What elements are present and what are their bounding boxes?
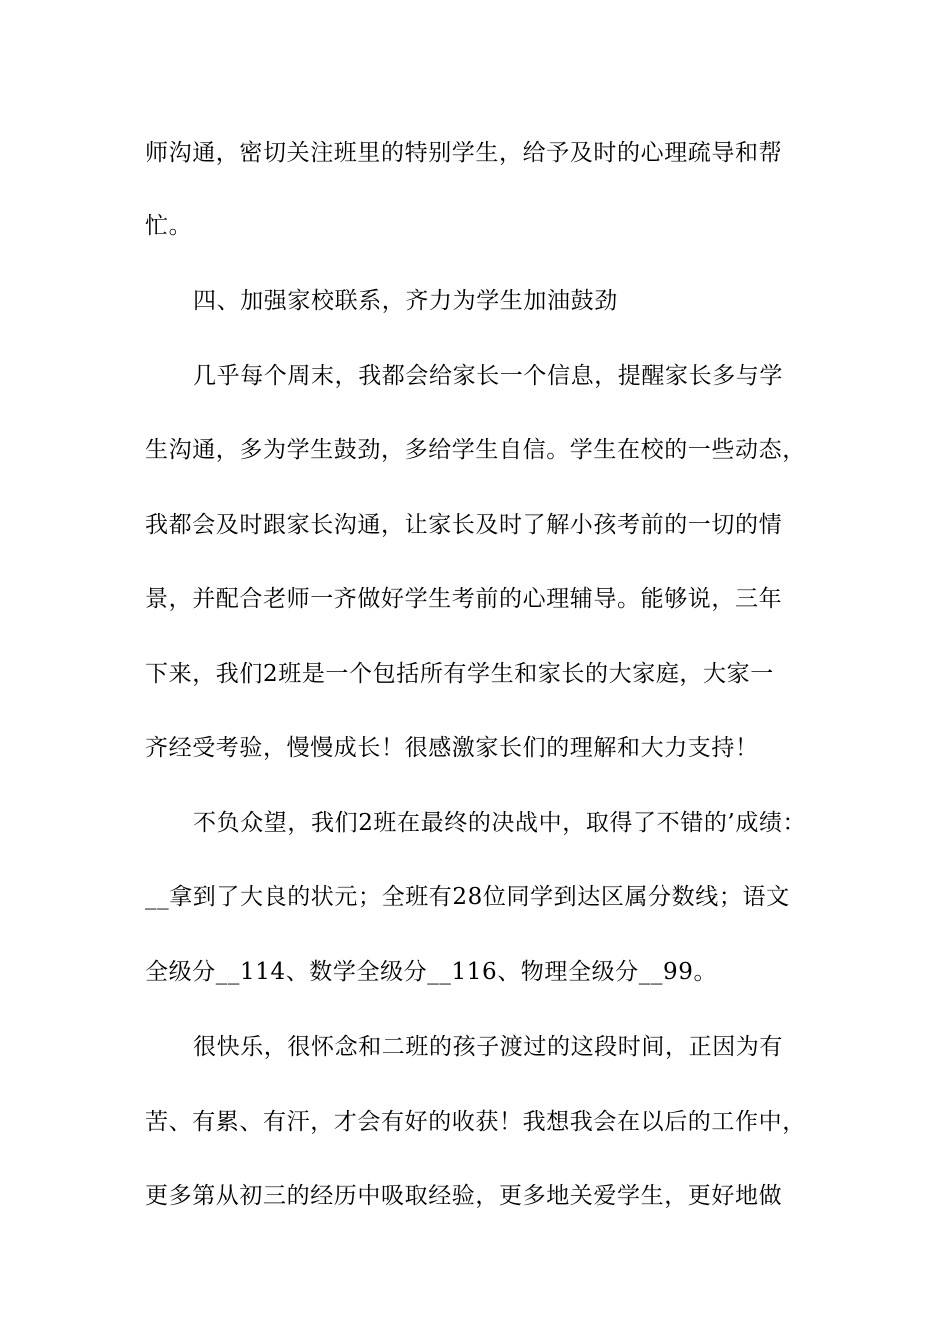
text-line: 不负众望，我们2班在最终的决战中，取得了不错的’成绩： xyxy=(193,810,807,836)
text-line: 全级分__114、数学全级分__116、物理全级分__99。 xyxy=(145,959,718,985)
text-line: __拿到了大良的状元；全班有28位同学到达区属分数线；语文 xyxy=(145,884,790,910)
text-line: 景，并配合老师一齐做好学生考前的心理辅导。能够说，三年 xyxy=(145,586,783,612)
text-line: 师沟通，密切关注班里的特别学生，给予及时的心理疏导和帮 xyxy=(145,140,783,166)
text-line: 生沟通，多为学生鼓劲，多给学生自信。学生在校的一些动态， xyxy=(145,437,806,463)
text-line: 几乎每个周末，我都会给家长一个信息，提醒家长多与学 xyxy=(193,363,783,389)
section-heading: 四、加强家校联系，齐力为学生加油鼓劲 xyxy=(193,288,618,314)
text-line: 更多第从初三的经历中吸取经验，更多地关爱学生，更好地做 xyxy=(145,1183,783,1209)
text-line: 我都会及时跟家长沟通，让家长及时了解小孩考前的一切的情 xyxy=(145,512,783,538)
text-line: 很快乐，很怀念和二班的孩子渡过的这段时间，正因为有 xyxy=(193,1034,783,1060)
text-line: 齐经受考验，慢慢成长！很感激家长们的理解和大力支持！ xyxy=(145,735,759,761)
text-line: 苦、有累、有汗，才会有好的收获！我想我会在以后的工作中， xyxy=(145,1109,806,1135)
text-line: 下来，我们2班是一个包括所有学生和家长的大家庭，大家一 xyxy=(145,661,774,687)
text-line: 忙。 xyxy=(145,213,193,239)
